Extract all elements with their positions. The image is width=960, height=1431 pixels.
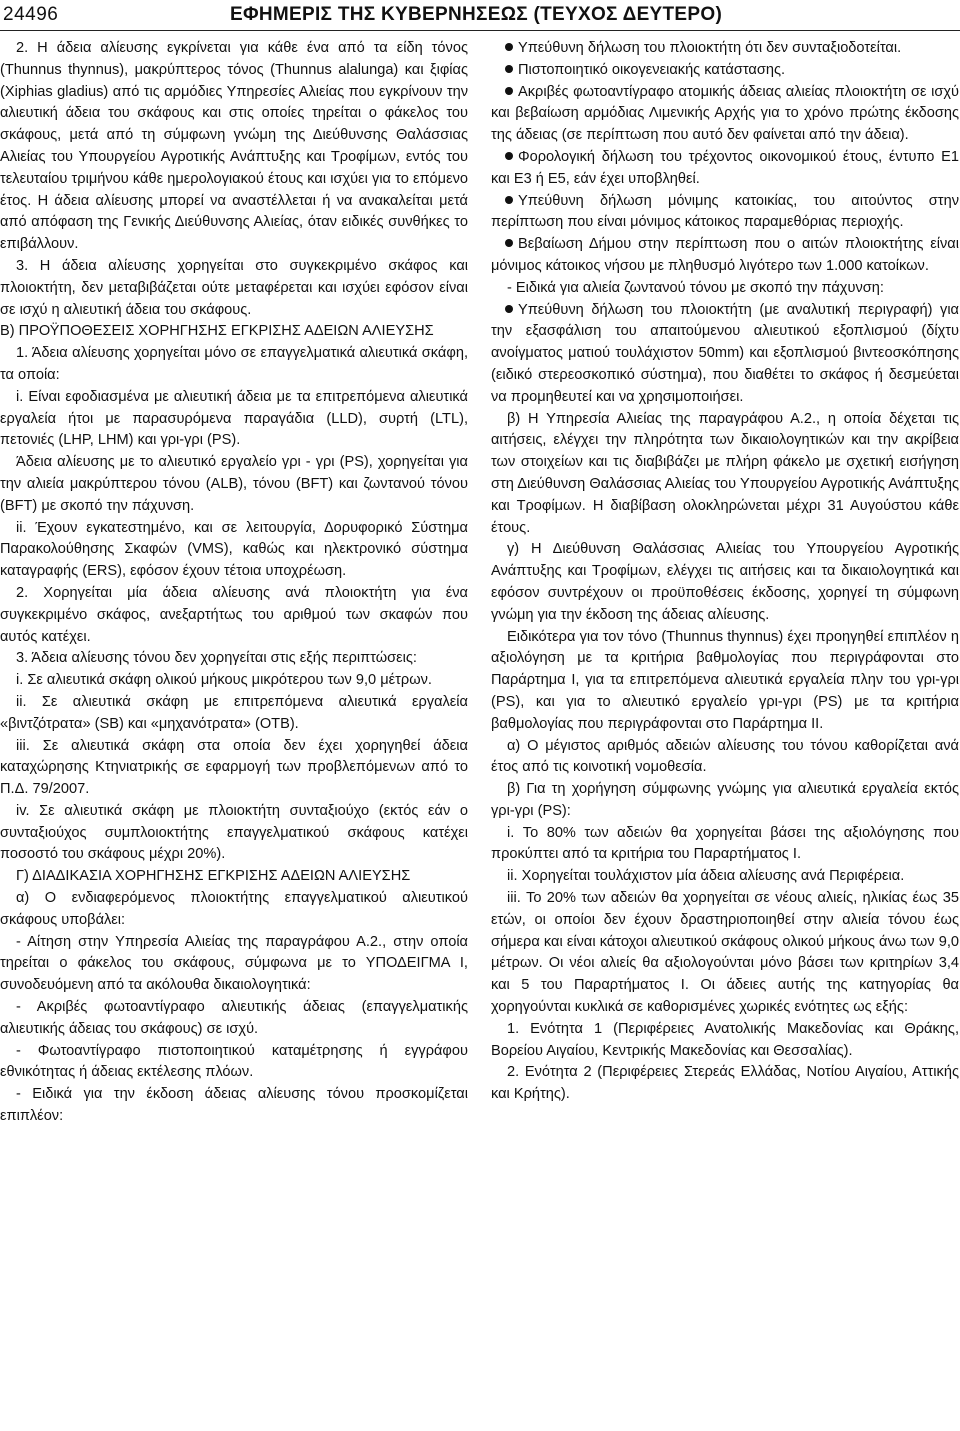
bullet-icon: [505, 87, 513, 95]
bullet-item: [491, 234, 959, 278]
paragraph: i. Είναι εφοδιασμένα με αλιευτική άδεια με τα επιτρεπόμενα αλιευτικά εργαλεία ήτοι με παρασυρόμενα παραγάδια (LLD), συρτή (LTL), πετονιές (LHP, LHM) και γρι-γρι (PS).: [0, 388, 468, 449]
paragraph: 1. Άδεια αλίευσης χορηγείται μόνο σε επαγγελματικά αλιευτικά σκάφη, τα οποία:: [0, 345, 468, 383]
bullet-item: [491, 60, 959, 82]
paragraph: 2. Η άδεια αλίευσης εγκρίνεται για κάθε ένα από τα είδη τόνος (Thunnus thynnus), μακρύπτερος τόνος (Thunnus alalunga) και ξιφίας (Xiphias gladius) από τις αρμόδιες Υπηρεσίες Αλιείας που εγκρίνουν την αλιευτική άδεια του σκάφους και στις οποίες τηρείται ο φάκελος του σκάφους, μετά από τη σύμφωνη γνώμη της Διεύθυνσης Θαλάσσιας Αλιείας του Υπουργείου Αγροτικής Ανάπτυξης και Τροφίμων, εντός του τελευταίου τριμήνου κάθε ημερολογιακού έτους και ισχύει για το επόμενο έτος. Η άδεια αλίευσης μπορεί να αναστέλλεται ή να ανακαλείται μετά από απόφαση της Γενικής Διεύθυνσης Αλιείας, όταν ειδικές συνθήκες το επιβάλλουν.: [0, 40, 468, 253]
paragraph: Ειδικότερα για τον τόνο (Thunnus thynnus) έχει προηγηθεί επιπλέον η αξιολόγηση με τα κριτήρια βαθμολογίας που περιγράφονται στο Παράρτημα Ι, για τα επιτρεπόμενα αλιευτικά εργαλεία πλην του γρι-γρι (PS), και για το αλιευτικό εργαλείο γρι-γρι (PS) με τα κριτήρια βαθμολογίας που περιγράφονται στο Παράρτημα ΙΙ.: [491, 628, 959, 732]
bullet-icon: [505, 152, 513, 160]
bullet-item: [491, 300, 959, 409]
paragraph: i. Σε αλιευτικά σκάφη ολικού μήκους μικρότερου των 9,0 μέτρων.: [16, 672, 432, 689]
paragraph: ii. Χορηγείται τουλάχιστον μία άδεια αλίευσης ανά Περιφέρεια.: [507, 868, 905, 885]
paragraph: 3. Άδεια αλίευσης τόνου δεν χορηγείται στις εξής περιπτώσεις:: [16, 650, 417, 667]
bullet-text: Βεβαίωση Δήμου στην περίπτωση που ο αιτών πλοιοκτήτης είναι μόνιμος κάτοικος νήσου με πληθυσμό λιγότερο των 1.000 κατοίκων.: [491, 236, 959, 274]
bullet-icon: [505, 305, 513, 313]
bullet-icon: [505, 65, 513, 73]
bullet-item: [491, 147, 959, 191]
bullet-item: [491, 82, 959, 147]
gazette-title: ΕΦΗΜΕΡΙΣ ΤΗΣ ΚΥΒΕΡΝΗΣΕΩΣ (ΤΕΥΧΟΣ ΔΕΥΤΕΡΟ): [230, 4, 723, 25]
bullet-icon: [505, 196, 513, 204]
left-column: [0, 38, 468, 1128]
paragraph: iii. Σε αλιευτικά σκάφη στα οποία δεν έχει χορηγηθεί άδεια καταχώρησης Κτηνιατρικής σε εφαρμογή των προβλεπόμενων από το Π.Δ. 79/2007.: [0, 737, 468, 798]
header-divider: [0, 30, 960, 31]
paragraph: iii. Το 20% των αδειών θα χορηγείται σε νέους αλιείς, ηλικίας έως 35 ετών, οι οποίοι δεν έχουν δραστηριοποιηθεί στην αλιεία τόνου έως σήμερα και είναι κάτοχοι αλιευτικού σκάφους ολικού μήκους άνω των 9,0 μέτρων. Οι νέοι αλιείς θα αξιολογούνται μόνο βάσει των κριτηρίων 3,4 και 5 του Παραρτήματος Ι. Οι άδειες αυτής της κατηγορίας θα χορηγούνται κυκλικά σε καθορισμένες χωρικές ενότητες ως εξής:: [491, 890, 959, 1016]
bullet-icon: [505, 239, 513, 247]
paragraph: β) Για τη χορήγηση σύμφωνης γνώμης για αλιευτικά εργαλεία εκτός γρι-γρι (PS):: [491, 781, 959, 819]
paragraph: Γ) ΔΙΑΔΙΚΑΣΙΑ ΧΟΡΗΓΗΣΗΣ ΕΓΚΡΙΣΗΣ ΑΔΕΙΩΝ ΑΛΙΕΥΣΗΣ: [16, 868, 411, 885]
section-heading: [0, 321, 468, 343]
paragraph: γ) Η Διεύθυνση Θαλάσσιας Αλιείας του Υπουργείου Αγροτικής Ανάπτυξης και Τροφίμων, ελέγχει τις αιτήσεις και τα δικαιολογητικά και εφόσον συντρέχουν οι προϋποθέσεις έκδοσης, χορηγεί τη σύμφωνη γνώμη για την έκδοση της άδειας αλίευσης.: [491, 541, 959, 623]
paragraph: ii. Σε αλιευτικά σκάφη με επιτρεπόμενα αλιευτικά εργαλεία «βιντζότρατα» (SB) και «μηχανότρατα» (OTB).: [0, 693, 468, 732]
page-number: 24496: [3, 4, 59, 25]
bullet-text: Ακριβές φωτοαντίγραφο ατομικής άδειας αλιείας πλοιοκτήτη σε ισχύ και βεβαίωση αρμόδιας Λιμενικής Αρχής για το χρόνο πρώτης έκδοσης της άδειας (σε περίπτωση που αυτό δεν φαίνεται από την άδεια).: [491, 83, 959, 144]
paragraph: 1. Ενότητα 1 (Περιφέρειες Ανατολικής Μακεδονίας και Θράκης, Βορείου Αιγαίου, Κεντρικής Μακεδονίας και Θεσσαλίας).: [491, 1020, 959, 1059]
bullet-text: Πιστοποιητικό οικογενειακής κατάστασης.: [518, 61, 786, 78]
paragraph: α) Ο μέγιστος αριθμός αδειών αλίευσης του τόνου καθορίζεται ανά έτος από τις κοινοτική νομοθεσία.: [491, 737, 959, 776]
paragraph: - Ειδικά για αλιεία ζωντανού τόνου με σκοπό την πάχυνση:: [507, 279, 884, 296]
paragraph: β) Η Υπηρεσία Αλιείας της παραγράφου Α.2., η οποία δέχεται τις αιτήσεις, ελέγχει την πληρότητα των δικαιολογητικών και την ακρίβεια των στοιχείων και τις διαβιβάζει με πλήρη φάκελο με σχετική εισήγηση στη Διεύθυνση Θαλάσσιας Αλιείας του Υπουργείου Αγροτικής Ανάπτυξης και Τροφίμων. Η διαβίβαση ολοκληρώνεται μέχρι 31 Αυγούστου κάθε έτους.: [491, 410, 959, 536]
bullet-item: [491, 38, 959, 60]
paragraph: i. Το 80% των αδειών θα χορηγείται βάσει της αξιολόγησης που προκύπτει από τα κριτήρια του Παραρτήματος Ι.: [491, 824, 959, 863]
paragraph: α) Ο ενδιαφερόμενος πλοιοκτήτης επαγγελματικού αλιευτικού σκάφους υποβάλει:: [0, 890, 468, 928]
bullet-text: Υπεύθυνη δήλωση του πλοιοκτήτη (με αναλυτική περιγραφή) για την εξασφάλιση του απαιτούμενου αλιευτικού εξοπλισμού (δίχτυ ανοίγματος ματιού τουλάχιστον 50mm) και εξοπλισμού βιντεοσκόπησης (ειδικό στερεοσκοπικό σύστημα), που διαθέτει το σκάφος ή δεσμεύεται να προμηθευτεί και να χρησιμοποιήσει.: [491, 301, 959, 405]
paragraph: Άδεια αλίευσης με το αλιευτικό εργαλείο γρι - γρι (PS), χορηγείται για την αλιεία μακρύπτερου τόνου (ALB), τόνου (BFT) και ζωντανού τόνου (BFT) με σκοπό την πάχυνση.: [0, 454, 468, 514]
paragraph: - Ειδικά για την έκδοση άδειας αλίευσης τόνου προσκομίζεται επιπλέον:: [0, 1086, 468, 1125]
right-column: [491, 38, 959, 1106]
bullet-text: Φορολογική δήλωση του τρέχοντος οικονομικού έτους, έντυπο Ε1 και Ε3 ή Ε5, εάν έχει υποβληθεί.: [491, 148, 959, 187]
page-header: [0, 0, 960, 36]
paragraph: 2. Χορηγείται μία άδεια αλίευσης ανά πλοιοκτήτη για ένα συγκεκριμένο σκάφος, ανεξαρτήτως του αριθμού των σκαφών που αυτός κατέχει.: [0, 584, 468, 645]
bullet-text: Υπεύθυνη δήλωση του πλοιοκτήτη ότι δεν συνταξιοδοτείται.: [518, 40, 902, 56]
paragraph: 3. Η άδεια αλίευσης χορηγείται στο συγκεκριμένο σκάφος και πλοιοκτήτη, δεν μεταβιβάζεται ούτε μεταφέρεται και ισχύει εφόσον είναι σε ισχύ η αλιευτική άδεια του σκάφους.: [0, 257, 468, 318]
paragraph: ii. Έχουν εγκατεστημένο, και σε λειτουργία, Δορυφορικό Σύστημα Παρακολούθησης Σκαφών (VMS), καθώς και ηλεκτρονικό σύστημα καταγραφής (ERS), εφόσον έχουν τέτοια υποχρέωση.: [0, 519, 468, 580]
bullet-icon: [505, 43, 513, 51]
paragraph: iv. Σε αλιευτικά σκάφη με πλοιοκτήτη συνταξιούχο (εκτός εάν ο συνταξιούχος συμπλοιοκτήτης επαγγελματικού σκάφους κατέχει ποσοστό του σκάφους μέχρι 20%).: [0, 802, 468, 863]
section-heading-text: Β) ΠΡΟΫΠΟΘΕΣΕΙΣ ΧΟΡΗΓΗΣΗΣ ΕΓΚΡΙΣΗΣ ΑΔΕΙΩΝ ΑΛΙΕΥΣΗΣ: [0, 323, 434, 340]
paragraph: - Αίτηση στην Υπηρεσία Αλιείας της παραγράφου Α.2., στην οποία τηρείται ο φάκελος του σκάφους, σύμφωνα με το ΥΠΟΔΕΙΓΜΑ Ι, συνοδευόμενη από τα ακόλουθα δικαιολογητικά:: [0, 933, 468, 994]
bullet-item: [491, 191, 959, 235]
bullet-text: Υπεύθυνη δήλωση μόνιμης κατοικίας, του αιτούντος στην περίπτωση που είναι μόνιμος κάτοικος παραμεθόριας περιοχής.: [491, 192, 959, 231]
paragraph: - Ακριβές φωτοαντίγραφο αλιευτικής άδειας (επαγγελματικής αλιευτικής άδειας του σκάφους) σε ισχύ.: [0, 999, 468, 1037]
paragraph: 2. Ενότητα 2 (Περιφέρειες Στερεάς Ελλάδας, Νοτίου Αιγαίου, Αττικής και Κρήτης).: [491, 1064, 959, 1103]
paragraph: - Φωτοαντίγραφο πιστοποιητικού καταμέτρησης ή εγγράφου εθνικότητας ή άδειας εκτέλεσης πλόων.: [0, 1042, 468, 1081]
